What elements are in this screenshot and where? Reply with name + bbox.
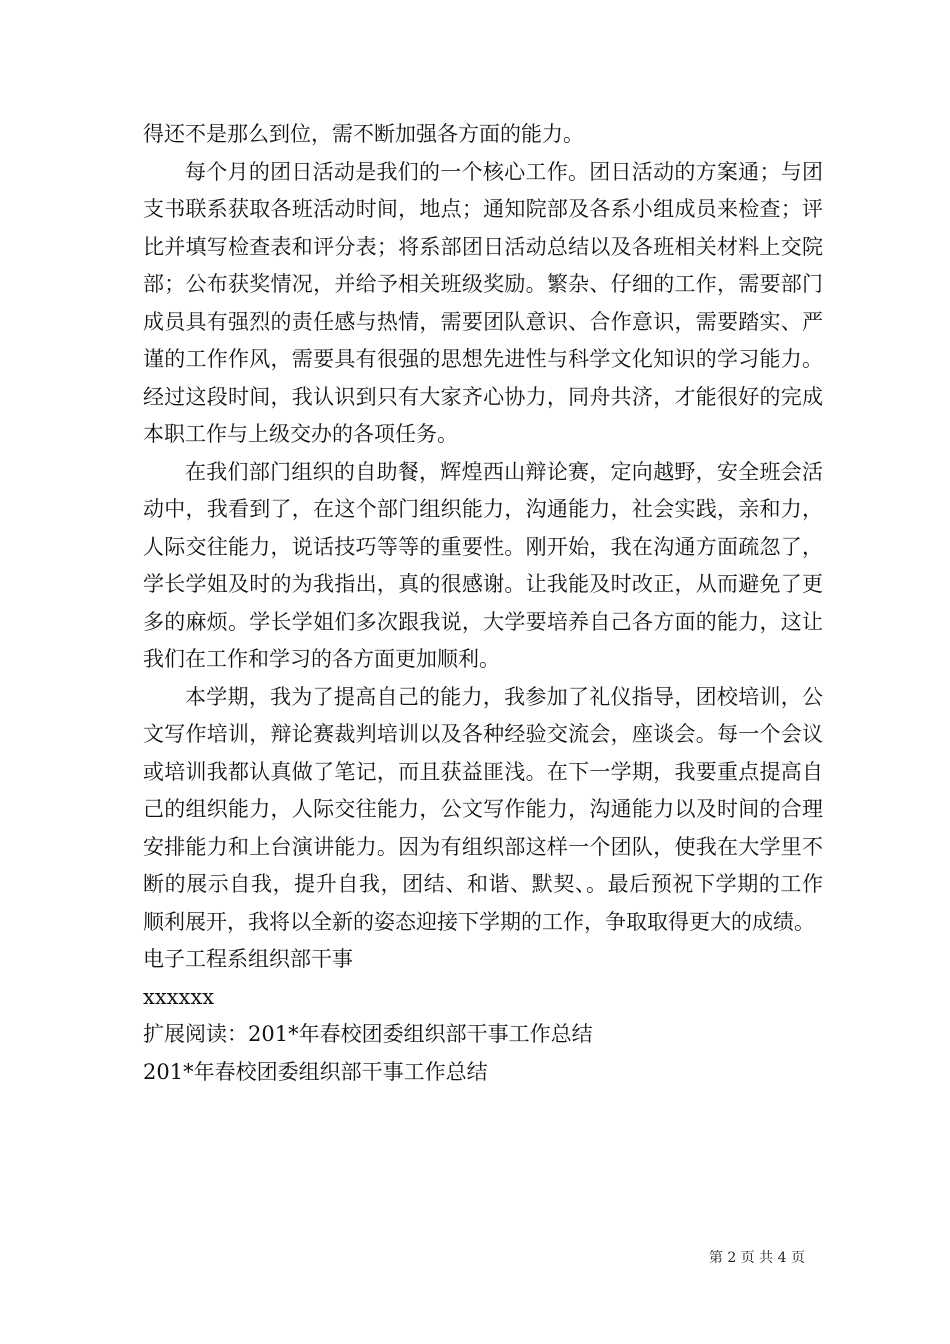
paragraph-continuation: 得还不是那么到位，需不断加强各方面的能力。 [143,122,584,146]
document-body [143,116,823,1091]
extended-reading-link: 扩展阅读：201*年春校团委组织部干事工作总结 [143,1022,593,1046]
paragraph-team-day-activities: 每个月的团日活动是我们的一个核心工作。团日活动的方案通；与团支书联系获取各班活动时间，地点；通知院部及各系小组成员来检查；评比并填写检查表和评分表；将系部团日活动总结以及各班相关材料上交院部；公布获奖情况，并给予相关班级奖励。繁杂、仔细的工作，需要部门成员具有强烈的责任感与热情，需要团队意识、合作意识，需要踏实、严谨的工作作风，需要具有很强的思想先进性与科学文化知识的学习能力。经过这段时间，我认识到只有大家齐心协力，同舟共济，才能很好的完成本职工作与上级交办的各项任务。 [143,159,823,446]
signature-department: 电子工程系组织部干事 [143,947,353,971]
next-section-title: 201*年春校团委组织部干事工作总结 [143,1059,488,1084]
paragraph-semester-training: 本学期，我为了提高自己的能力，我参加了礼仪指导，团校培训，公文写作培训，辩论赛裁判培训以及各种经验交流会，座谈会。每一个会议或培训我都认真做了笔记，而且获益匪浅。在下一学期，我要重点提高自己的组织能力，人际交往能力，公文写作能力，沟通能力以及时间的合理安排能力和上台演讲能力。因为有组织部这样一个团队，使我在大学里不断的展示自我，提升自我，团结、和谐、默契、。最后预祝下学期的工作顺利展开，我将以全新的姿态迎接下学期的工作，争取取得更大的成绩。 [143,684,823,934]
page-number-footer: 第 2 页 共 4 页 [708,1250,805,1266]
signature-name: xxxxxx [143,984,215,1009]
paragraph-department-events: 在我们部门组织的自助餐，辉煌西山辩论赛，定向越野，安全班会活动中，我看到了，在这个部门组织能力，沟通能力，社会实践，亲和力，人际交往能力，说话技巧等等的重要性。刚开始，我在沟通方面疏忽了，学长学姐及时的为我指出，真的很感谢。让我能及时改正，从而避免了更多的麻烦。学长学姐们多次跟我说，大学要培养自己各方面的能力，这让我们在工作和学习的各方面更加顺利。 [143,459,823,671]
